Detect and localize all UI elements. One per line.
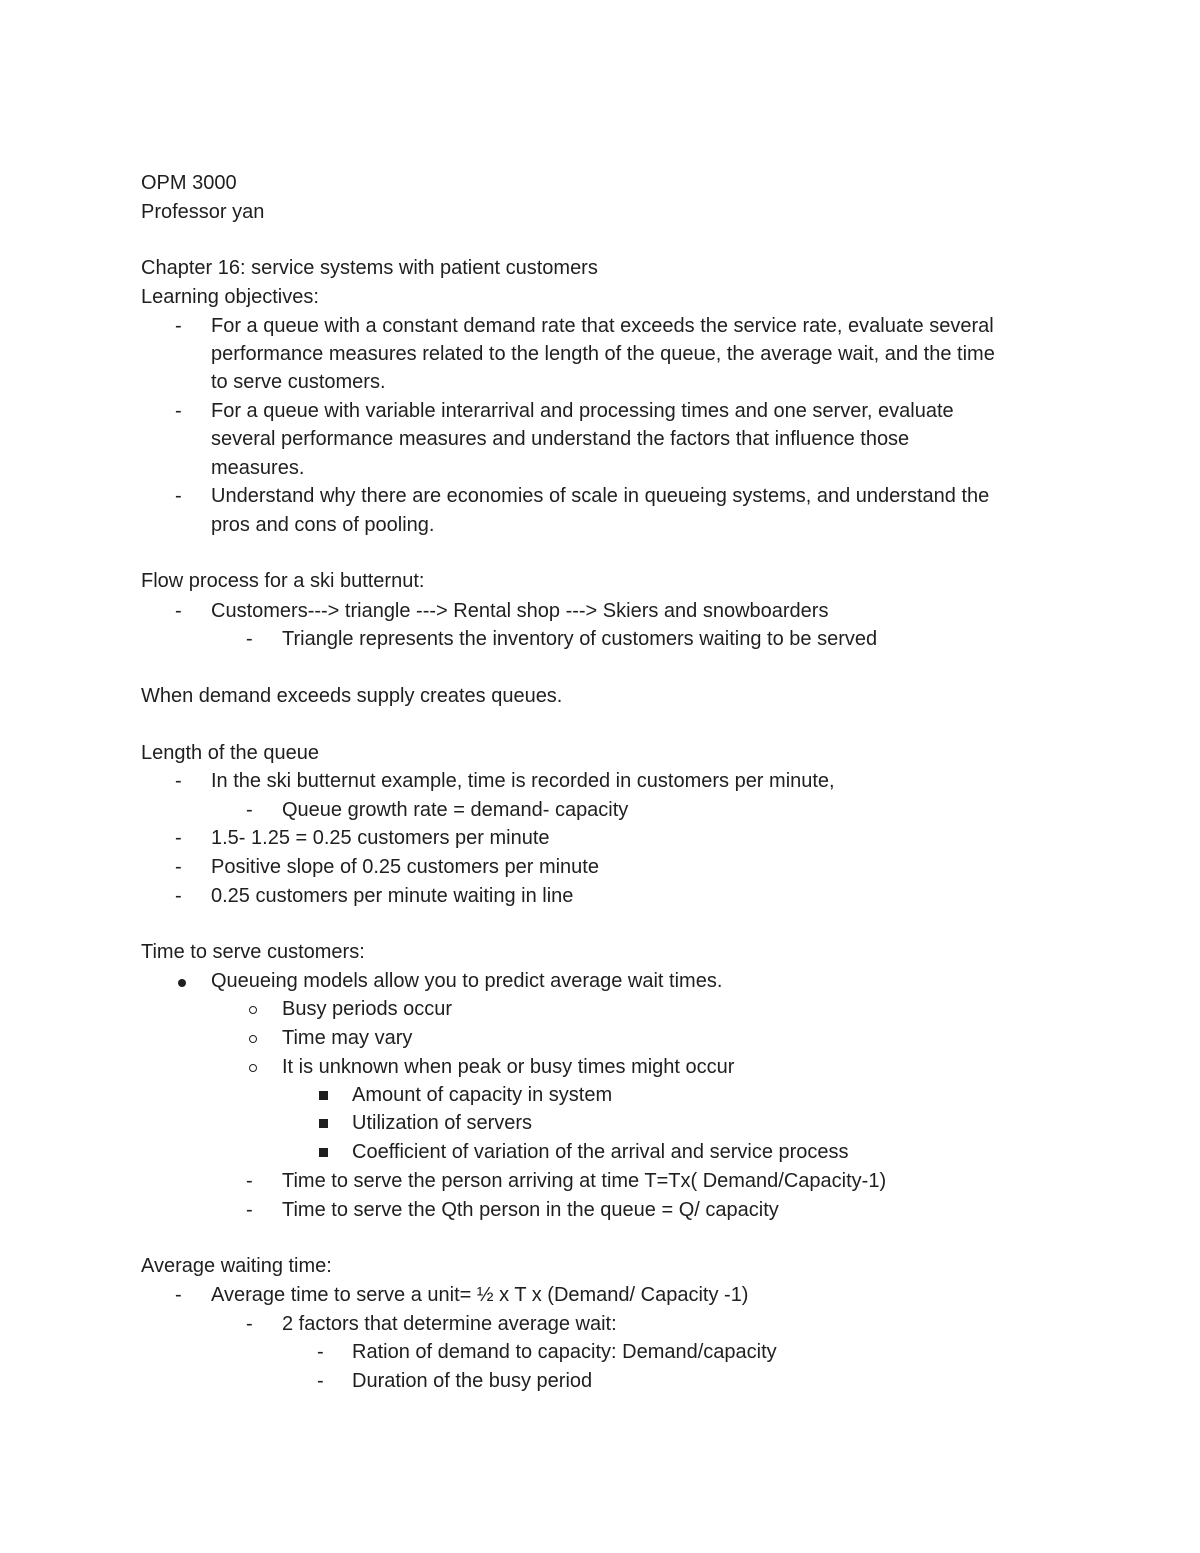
dash-bullet: - (317, 1341, 324, 1363)
dash-bullet: - (175, 885, 182, 907)
queue-length-heading: Length of the queue (141, 742, 319, 764)
filled-bullet-icon (178, 979, 186, 987)
dash-bullet: - (246, 799, 253, 821)
objective-1-line-3: to serve customers. (211, 371, 386, 393)
avg-wait-factor-2: Duration of the busy period (352, 1370, 593, 1392)
objective-2-line-2: several performance measures and understand the factors that influence those (211, 428, 910, 450)
avg-wait-factors: 2 factors that determine average wait: (282, 1313, 617, 1335)
flow-heading: Flow process for a ski butternut: (141, 570, 425, 592)
queue-length-item-3: Positive slope of 0.25 customers per minute (211, 856, 599, 878)
chapter-title: Chapter 16: service systems with patient customers (141, 257, 598, 279)
busy-periods: Busy periods occur (282, 998, 453, 1020)
serve-time-heading: Time to serve customers: (141, 941, 365, 963)
capacity-in-system: Amount of capacity in system (352, 1084, 613, 1106)
avg-wait-heading: Average waiting time: (141, 1255, 332, 1277)
dash-bullet: - (317, 1370, 324, 1392)
dash-bullet: - (175, 827, 182, 849)
objectives-heading: Learning objectives: (141, 286, 319, 308)
square-bullet-icon (319, 1091, 328, 1100)
hollow-bullet-icon (249, 1035, 257, 1043)
dash-bullet: - (246, 1199, 253, 1221)
dash-bullet: - (246, 1170, 253, 1192)
queue-length-item-2: 1.5- 1.25 = 0.25 customers per minute (211, 827, 550, 849)
hollow-bullet-icon (249, 1006, 257, 1014)
dash-bullet: - (175, 770, 182, 792)
flow-item: Customers---> triangle ---> Rental shop ---> Skiers and snowboarders (211, 600, 829, 622)
objective-2-line-1: For a queue with variable interarrival and processing times and one server, evaluate (211, 400, 954, 422)
time-may-vary: Time may vary (282, 1027, 413, 1049)
square-bullet-icon (319, 1119, 328, 1128)
dash-bullet: - (175, 856, 182, 878)
objective-2-line-3: measures. (211, 457, 305, 479)
avg-wait-factor-1: Ration of demand to capacity: Demand/capacity (352, 1341, 777, 1363)
flow-subitem: Triangle represents the inventory of customers waiting to be served (282, 628, 878, 650)
objective-1-line-1: For a queue with a constant demand rate that exceeds the service rate, evaluate several (211, 315, 994, 337)
queue-length-item-1: In the ski butternut example, time is recorded in customers per minute, (211, 770, 835, 792)
queue-length-item-4: 0.25 customers per minute waiting in line (211, 885, 574, 907)
hollow-bullet-icon (249, 1064, 257, 1072)
demand-note: When demand exceeds supply creates queues. (141, 685, 563, 707)
serve-time-formula-t: Time to serve the person arriving at time T=Tx( Demand/Capacity-1) (282, 1170, 887, 1192)
coefficient-of-variation: Coefficient of variation of the arrival and service process (352, 1141, 849, 1163)
objective-1-line-2: performance measures related to the length of the queue, the average wait, and the time (211, 343, 995, 365)
dash-bullet: - (246, 628, 253, 650)
peak-times-unknown: It is unknown when peak or busy times might occur (282, 1056, 735, 1078)
utilization-of-servers: Utilization of servers (352, 1112, 533, 1134)
objective-3-line-2: pros and cons of pooling. (211, 514, 435, 536)
dash-bullet: - (175, 1284, 182, 1306)
dash-bullet: - (175, 315, 182, 337)
professor-name: Professor yan (141, 201, 265, 223)
objective-3-line-1: Understand why there are economies of scale in queueing systems, and understand the (211, 485, 990, 507)
serve-time-bullet: Queueing models allow you to predict average wait times. (211, 970, 723, 992)
course-code: OPM 3000 (141, 172, 237, 194)
dash-bullet: - (246, 1313, 253, 1335)
queue-growth-rate: Queue growth rate = demand- capacity (282, 799, 629, 821)
dash-bullet: - (175, 485, 182, 507)
square-bullet-icon (319, 1148, 328, 1157)
serve-time-formula-q: Time to serve the Qth person in the queue = Q/ capacity (282, 1199, 779, 1221)
avg-wait-formula: Average time to serve a unit= ½ x T x (Demand/ Capacity -1) (211, 1284, 749, 1306)
dash-bullet: - (175, 400, 182, 422)
dash-bullet: - (175, 600, 182, 622)
